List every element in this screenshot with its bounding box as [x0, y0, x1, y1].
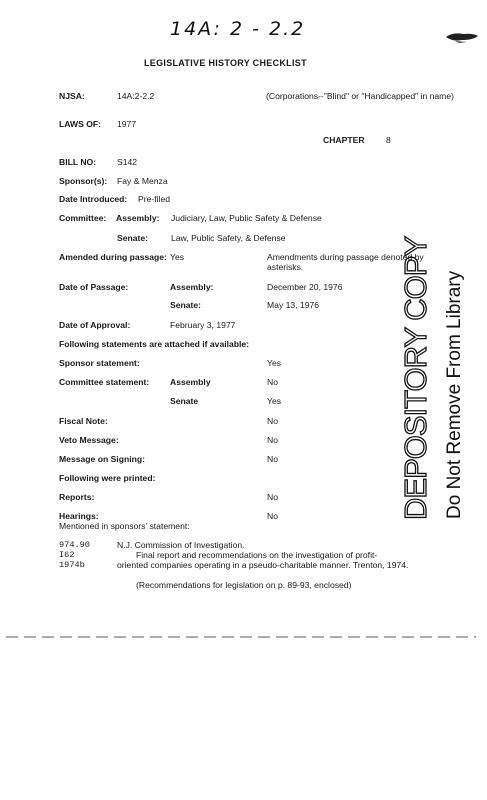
njsa-note: (Corporations--"Blind" or "Handicapped" in name): [266, 91, 454, 101]
reference-line-3: oriented companies operating in a pseudo-charitable manner. Trenton, 1974.: [117, 560, 409, 570]
passage-senate-label: Senate:: [170, 300, 202, 310]
passage-assembly-value: December 20, 1976: [267, 282, 343, 292]
chapter-label: CHAPTER: [323, 135, 365, 145]
committee-assembly-value: Judiciary, Law, Public Safety & Defense: [171, 213, 322, 223]
sponsors-label: Sponsor(s):: [59, 176, 108, 186]
njsa-value: 14A:2-2.2: [117, 91, 155, 101]
ink-smudge: [445, 30, 479, 44]
handwritten-file-number: 14A: 2 - 2.2: [170, 18, 306, 40]
laws-of-label: LAWS OF:: [59, 119, 102, 129]
veto-message-value: No: [267, 435, 278, 445]
sponsor-statement-value: Yes: [267, 358, 282, 368]
statements-heading: Following statements are attached if available:: [59, 339, 250, 349]
committee-statement-assembly-label: Assembly: [170, 377, 211, 387]
amended-label: Amended during passage:: [59, 252, 167, 262]
passage-assembly-label: Assembly:: [170, 282, 214, 292]
amended-value: Yes: [170, 252, 185, 262]
message-on-signing-value: No: [267, 454, 278, 464]
committee-label: Committee:: [59, 213, 107, 223]
laws-of-value: 1977: [117, 119, 137, 129]
committee-senate-label: Senate:: [117, 233, 149, 243]
amended-note: Amendments during passage denoted by asterisks.: [267, 252, 424, 272]
date-of-approval-value: February 3, 1977: [170, 320, 236, 330]
bill-no-label: BILL NO:: [59, 157, 97, 167]
passage-senate-value: May 13, 1976: [267, 300, 320, 310]
veto-message-label: Veto Message:: [59, 435, 119, 445]
dashed-divider: [6, 634, 476, 640]
message-on-signing-label: Message on Signing:: [59, 454, 145, 464]
sponsors-value: Fay & Menza: [117, 176, 168, 186]
call-number-3: 1974b: [59, 560, 85, 570]
committee-statement-assembly-value: No: [267, 377, 278, 387]
reference-line-2: Final report and recommendations on the investigation of profit-: [136, 550, 378, 560]
page-title: LEGISLATIVE HISTORY CHECKLIST: [144, 58, 307, 68]
fiscal-note-label: Fiscal Note:: [59, 416, 108, 426]
date-of-approval-label: Date of Approval:: [59, 320, 131, 330]
printed-heading: Following were printed:: [59, 473, 156, 483]
reports-label: Reports:: [59, 492, 95, 502]
date-introduced-label: Date Introduced:: [59, 194, 128, 204]
mentioned-line: Mentioned in sponsors' statement:: [59, 521, 190, 531]
committee-statement-senate-label: Senate: [170, 396, 199, 406]
depository-copy-stamp: DEPOSITORY COPY: [398, 236, 433, 520]
njsa-label: NJSA:: [59, 91, 85, 101]
date-introduced-value: Pre-filed: [138, 194, 170, 204]
committee-statement-label: Committee statement:: [59, 377, 150, 387]
reports-value: No: [267, 492, 278, 502]
sponsor-statement-label: Sponsor statement:: [59, 358, 140, 368]
hearings-value: No: [267, 511, 278, 521]
recommendations-note: (Recommendations for legislation on p. 89-93, enclosed): [136, 580, 352, 590]
reference-line-1: N.J. Commission of Investigation.: [117, 540, 245, 550]
fiscal-note-value: No: [267, 416, 278, 426]
hearings-label: Hearings:: [59, 511, 99, 521]
committee-assembly-label: Assembly:: [116, 213, 160, 223]
committee-statement-senate-value: Yes: [267, 396, 282, 406]
bill-no-value: S142: [117, 157, 138, 167]
do-not-remove-stamp: Do Not Remove From Library: [444, 270, 465, 519]
call-number-1: 974.90: [59, 540, 90, 550]
date-of-passage-label: Date of Passage:: [59, 282, 129, 292]
committee-senate-value: Law, Public Safety, & Defense: [171, 233, 286, 243]
call-number-2: I62: [59, 550, 75, 560]
chapter-value: 8: [386, 135, 391, 145]
